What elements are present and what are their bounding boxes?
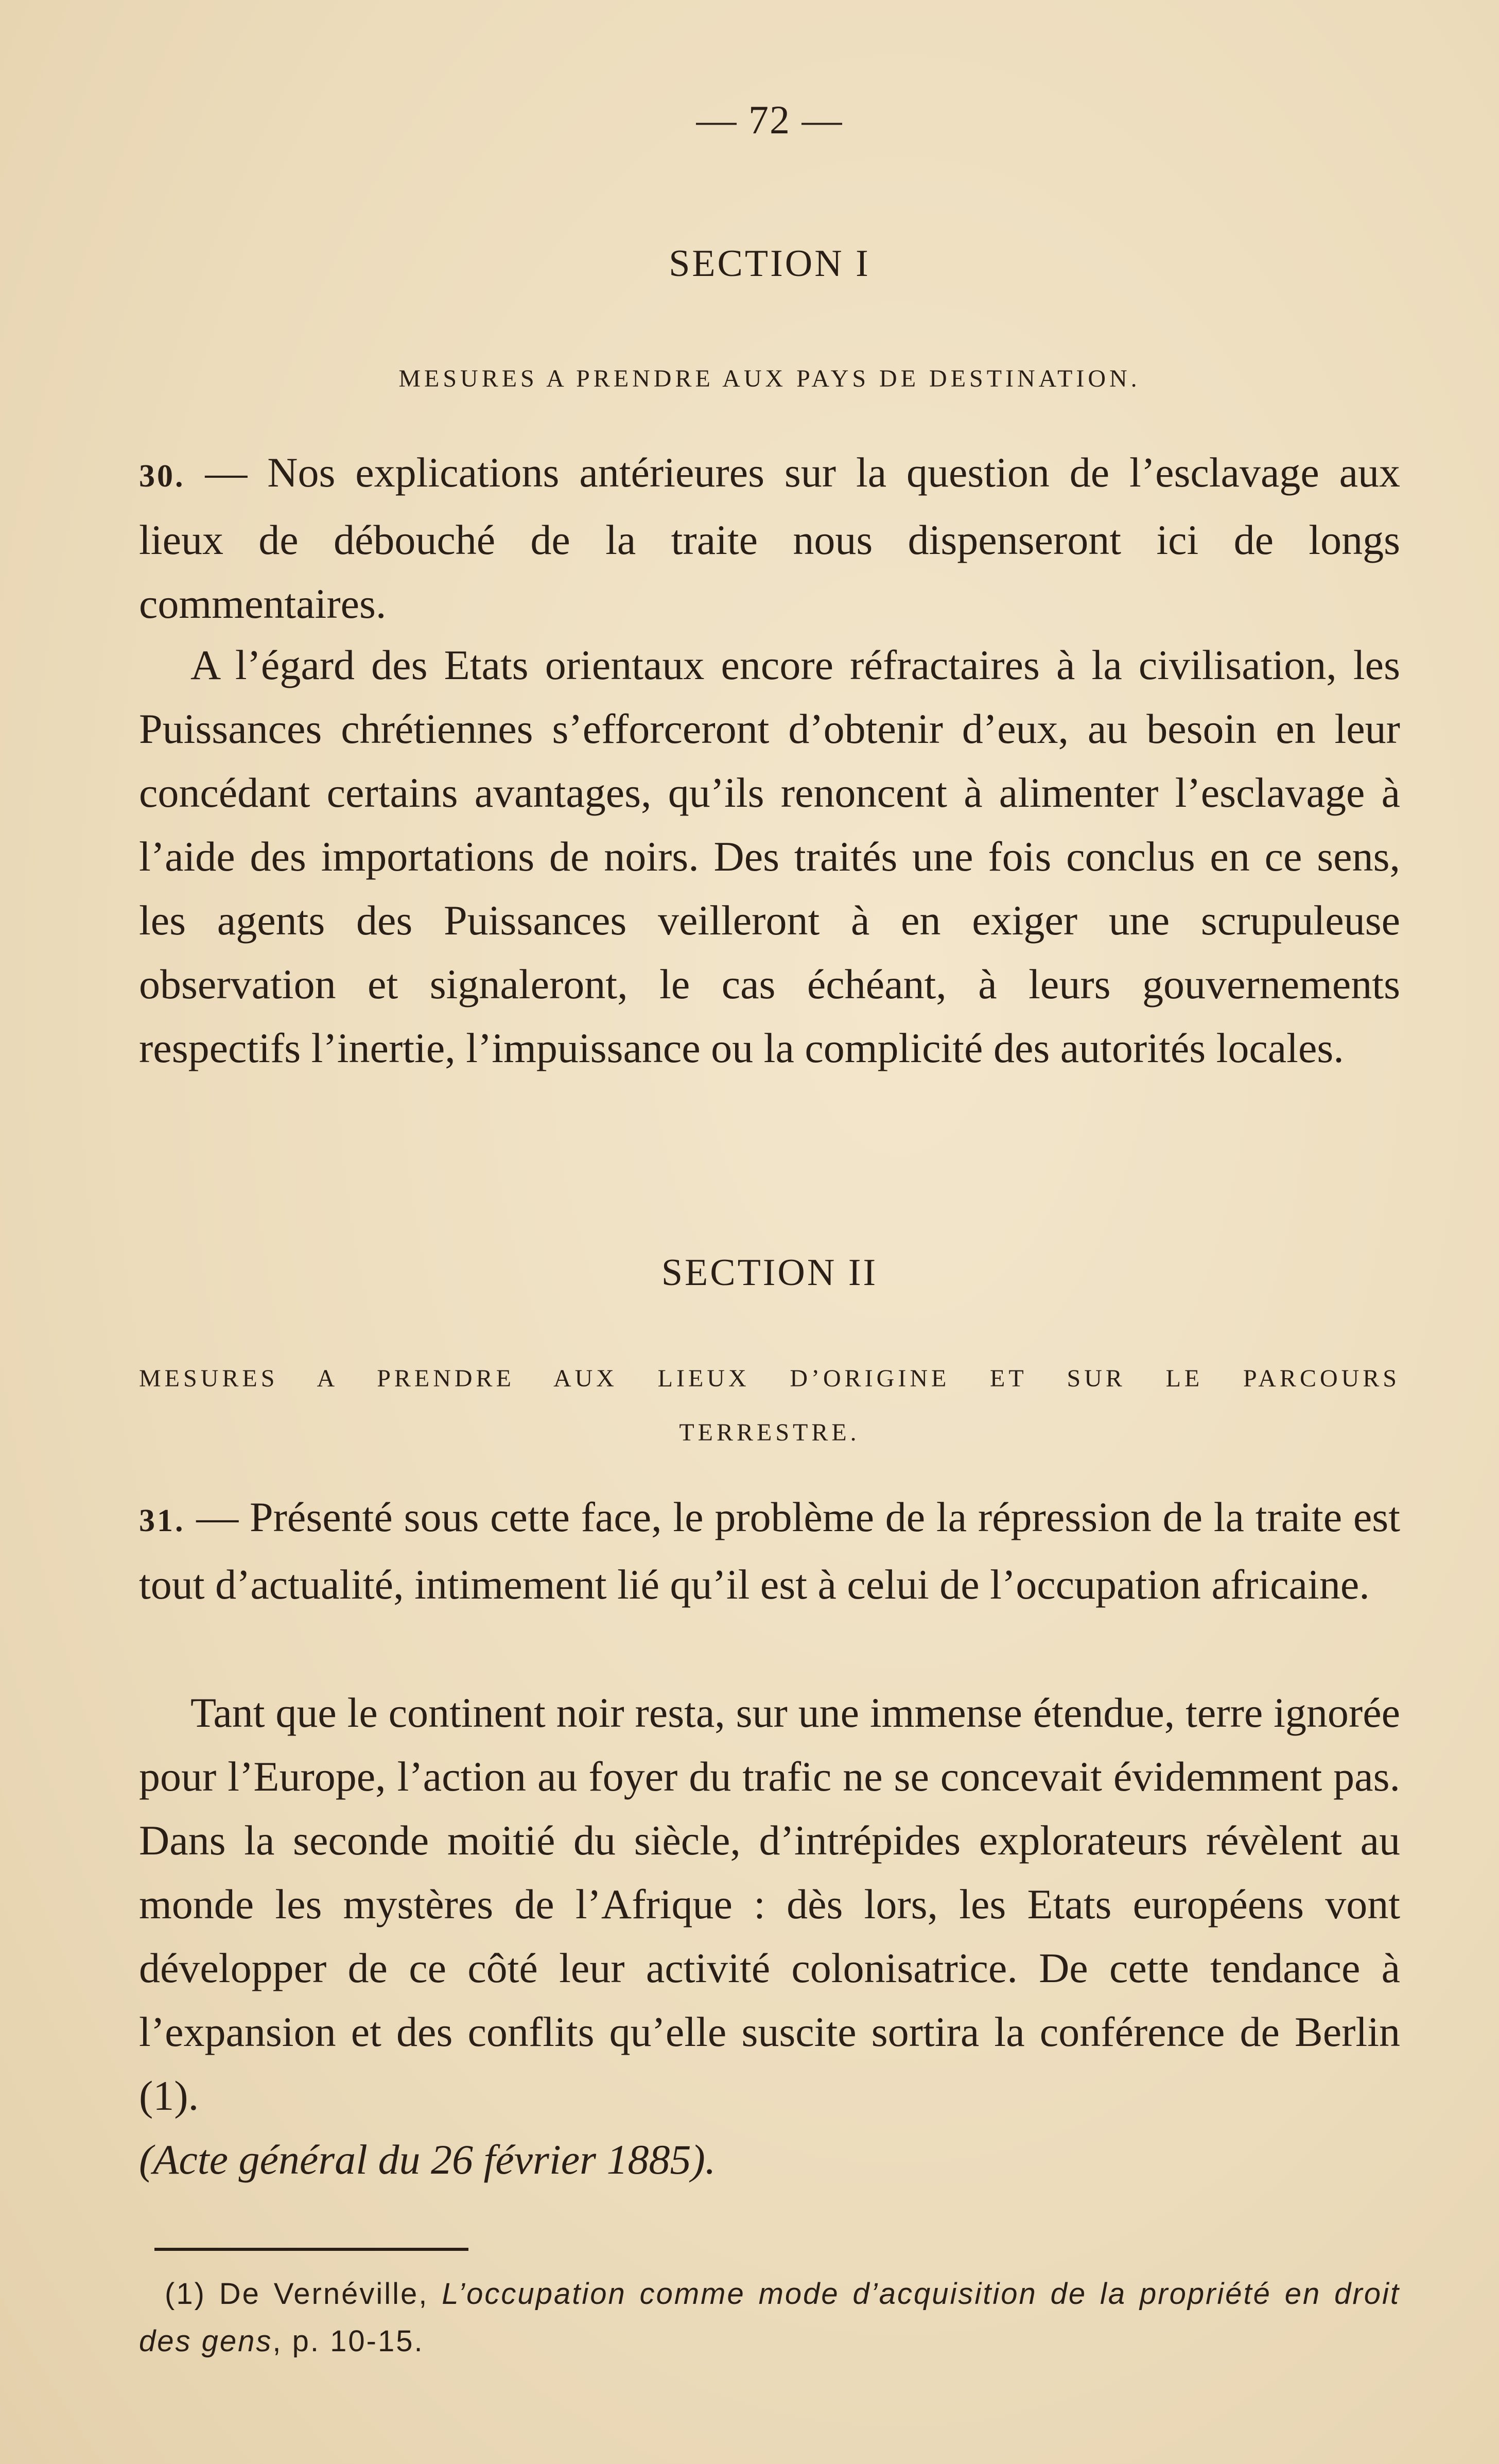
footnote-marker: (1) De Vernéville, [165, 2277, 442, 2311]
paragraph-31-act-reference: (Acte général du 26 février 1885). [139, 2136, 716, 2183]
paragraph-30-number: 30. [139, 459, 185, 494]
paragraph-31-lead [139, 1485, 1400, 1617]
paragraph-30-lead [139, 441, 1400, 636]
paragraph-31-number: 31. [139, 1503, 185, 1538]
paragraph-31-body [139, 1681, 1400, 2192]
footnote-pages: , p. 10-15. [272, 2324, 424, 2358]
section-1-subheading: MESURES A PRENDRE AUX PAYS DE DESTINATION. [398, 365, 1141, 392]
page-number: — 72 — [696, 97, 843, 142]
section-2-title: SECTION II [661, 1252, 878, 1294]
section-2-subheading-line-1: MESURES A PRENDRE AUX LIEUX D’ORIGINE ET SUR LE PARCOURS [139, 1365, 1400, 1392]
section-1-title: SECTION I [669, 242, 870, 285]
paragraph-31-lead-text: — Présenté sous cette face, le problème de la répression de la traite est tout d’actualité, intimement lié qu’il est à celui de l’occupation africaine. [139, 1494, 1400, 1608]
footnote-divider [154, 2248, 468, 2251]
footnote [139, 2270, 1400, 2365]
paragraph-31-body-text: Tant que le continent noir resta, sur une immense étendue, terre ignorée pour l’Europe, l’action au foyer du trafic ne se concevait évidemment pas. Dans la seconde moitié du siècle, d’intrépides explorateurs révèlent au monde les mystères de l’Afrique : dès lors, les Etats européens vont développer de ce côté leur activité colonisatrice. De cette tendance à l’expansion et des conflits qu’elle suscite sortira la conférence de Berlin (1). [139, 1689, 1400, 2119]
footnote-title: L’occupation comme mode d’acquisition de la propriété en droit des gens [139, 2277, 1400, 2358]
paragraph-30-body: A l’égard des Etats orientaux encore réfractaires à la civilisation, les Puissances chrétiennes s’efforceront d’obtenir d’eux, au besoin en leur concédant certains avantages, qu’ils renoncent à alimenter l’esclavage à l’aide des importations de noirs. Des traités une fois conclus en ce sens, les agents des Puissances veilleront à en exiger une scrupuleuse observation et signaleront, le cas échéant, à leurs gouvernements respectifs l’inertie, l’impuissance ou la complicité des autorités locales. [139, 641, 1400, 1071]
paragraph-30-lead-text: — Nos explications antérieures sur la question de l’esclavage aux lieux de débouché de la traite nous dispenseront ici de longs commentaires. [139, 449, 1400, 627]
section-2-subheading-line-2: TERRESTRE. [679, 1419, 860, 1446]
book-page [139, 0, 1400, 2464]
